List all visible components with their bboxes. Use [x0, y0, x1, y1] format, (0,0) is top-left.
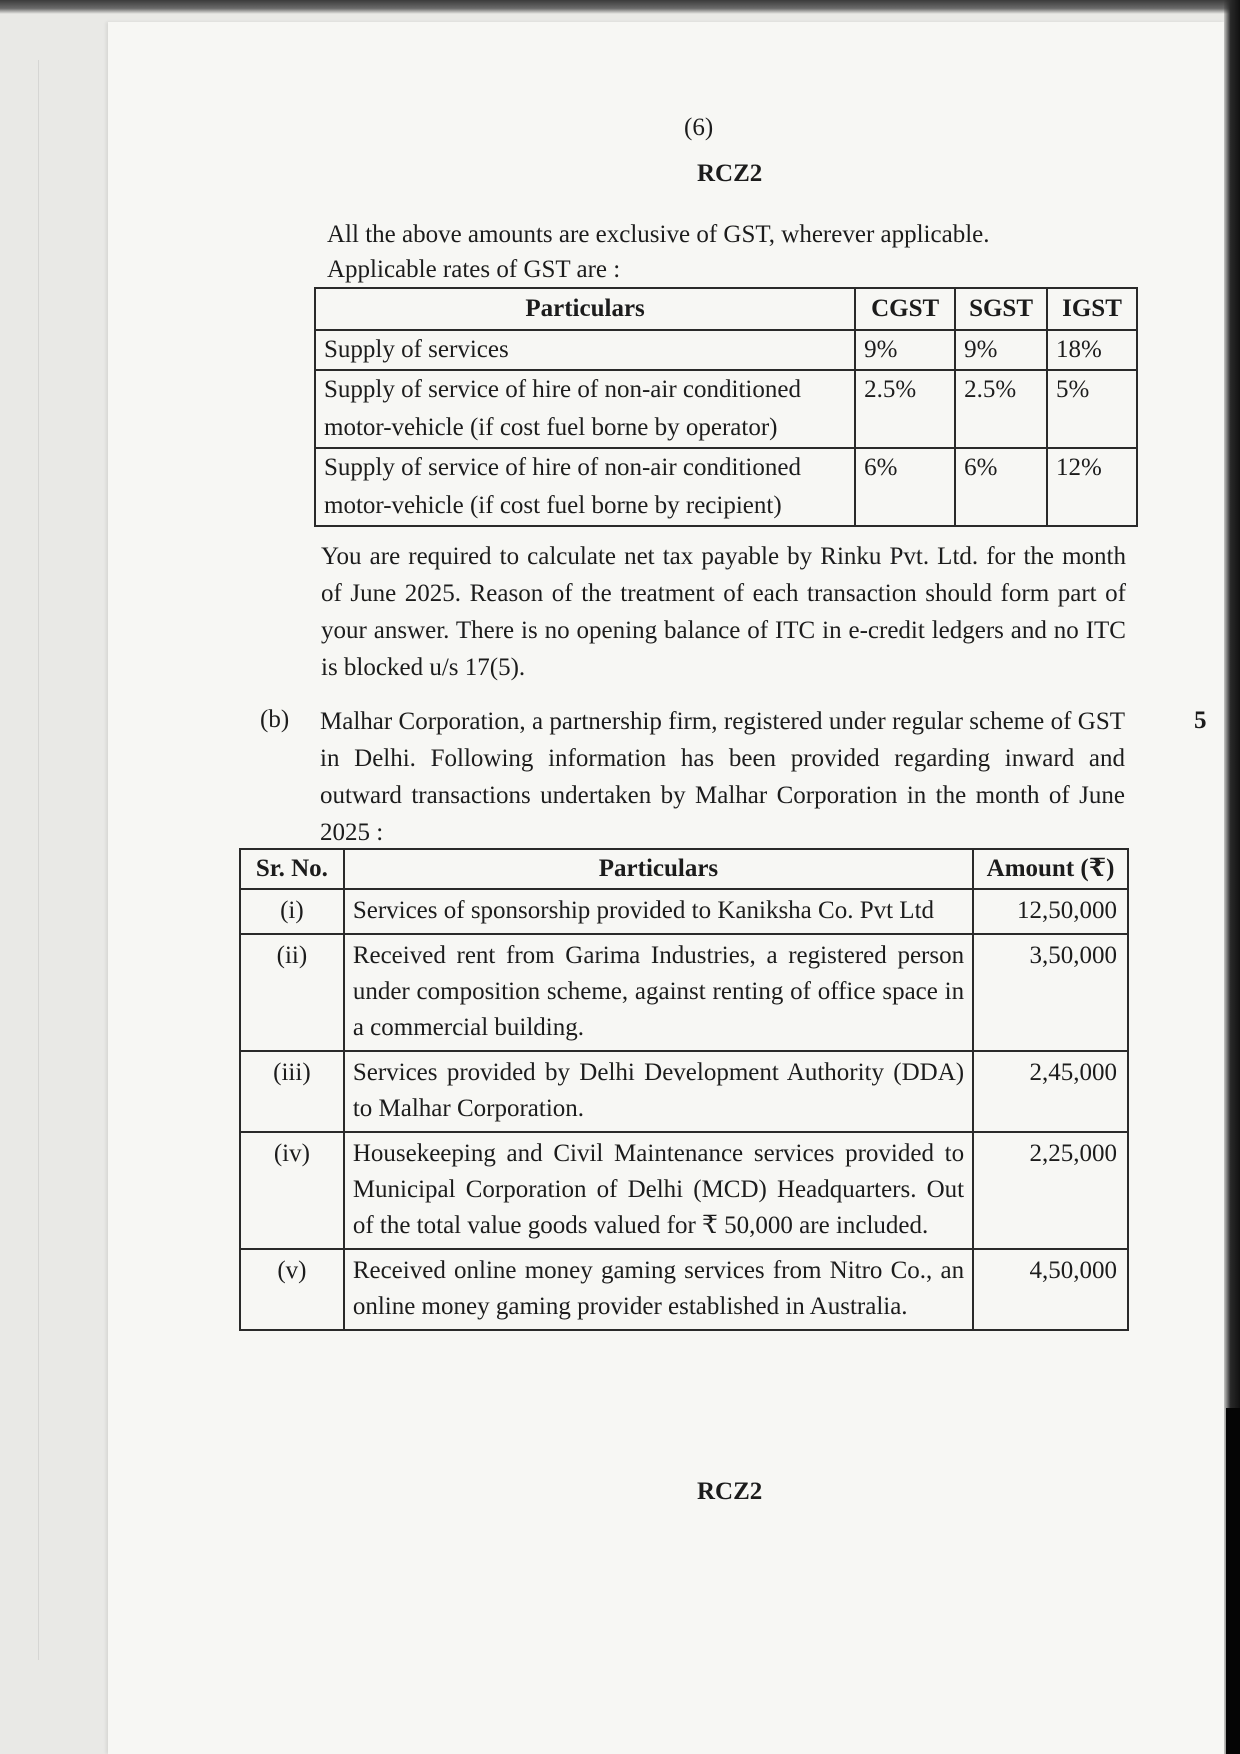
tx-particulars: Services provided by Delhi Development Authority (DDA) to Malhar Corporation. [344, 1051, 973, 1132]
tx-particulars: Received online money gaming services from Nitro Co., an online money gaming provider established in Australia. [344, 1249, 973, 1330]
rate-igst: 12% [1047, 448, 1137, 526]
rate-cgst: 9% [855, 330, 955, 370]
tx-sr-no: (iii) [240, 1051, 344, 1132]
tx-particulars: Services of sponsorship provided to Kaniksha Co. Pvt Ltd [344, 889, 973, 934]
rate-sgst: 9% [955, 330, 1047, 370]
tx-particulars: Received rent from Garima Industries, a registered person under composition scheme, against renting of office space in a commercial building. [344, 934, 973, 1051]
table-row [240, 1132, 1128, 1249]
rates-header-particulars: Particulars [315, 288, 855, 330]
rate-igst: 18% [1047, 330, 1137, 370]
tx-header-sr-no: Sr. No. [240, 849, 344, 889]
table-row [315, 370, 1137, 448]
tx-amount: 4,50,000 [973, 1249, 1128, 1330]
rate-igst: 5% [1047, 370, 1137, 448]
tx-amount: 2,45,000 [973, 1051, 1128, 1132]
tx-amount: 12,50,000 [973, 889, 1128, 934]
table-row [240, 1249, 1128, 1330]
table-row [240, 889, 1128, 934]
rate-particulars: Supply of services [315, 330, 855, 370]
scan-top-edge [0, 0, 1240, 14]
question-b-marks: 5 [1194, 707, 1207, 734]
rate-cgst: 2.5% [855, 370, 955, 448]
rates-header-cgst: CGST [855, 288, 955, 330]
rate-sgst: 6% [955, 448, 1047, 526]
scan-margin-line [38, 60, 39, 1660]
rates-header-sgst: SGST [955, 288, 1047, 330]
tx-header-particulars: Particulars [344, 849, 973, 889]
rate-particulars: Supply of service of hire of non-air conditioned motor-vehicle (if cost fuel borne by recipient) [315, 448, 855, 526]
tx-sr-no: (ii) [240, 934, 344, 1051]
transactions-table [239, 848, 1129, 1331]
tx-sr-no: (i) [240, 889, 344, 934]
table-row [315, 448, 1137, 526]
question-b-label: (b) [260, 706, 290, 733]
table-row [240, 1051, 1128, 1132]
requirement-paragraph: You are required to calculate net tax payable by Rinku Pvt. Ltd. for the month of June 2025. Reason of the treatment of each transaction should form part of your answer. There is no opening balance of ITC in e-credit ledgers and no ITC is blocked u/s 17(5). [321, 543, 1126, 681]
gst-rates-table [314, 287, 1138, 527]
rate-particulars: Supply of service of hire of non-air conditioned motor-vehicle (if cost fuel borne by operator) [315, 370, 855, 448]
tx-header-amount: Amount (₹) [973, 849, 1128, 889]
intro-line-1: All the above amounts are exclusive of GST, wherever applicable. [327, 221, 990, 248]
tx-particulars: Housekeeping and Civil Maintenance services provided to Municipal Corporation of Delhi (MCD) Headquarters. Out of the total value goods valued for ₹ 50,000 are included. [344, 1132, 973, 1249]
rate-sgst: 2.5% [955, 370, 1047, 448]
table-row [240, 934, 1128, 1051]
tx-sr-no: (v) [240, 1249, 344, 1330]
tx-sr-no: (iv) [240, 1132, 344, 1249]
rates-header-igst: IGST [1047, 288, 1137, 330]
tx-amount: 3,50,000 [973, 934, 1128, 1051]
table-row [315, 330, 1137, 370]
rate-cgst: 6% [855, 448, 955, 526]
question-b-text: Malhar Corporation, a partnership firm, registered under regular scheme of GST in Delhi. Following information has been provided regarding inward and outward transactions undertaken by Malhar Corporation in the month of June 2025 : [320, 708, 1125, 846]
tx-amount: 2,25,000 [973, 1132, 1128, 1249]
rates-header-row [315, 288, 1137, 330]
intro-line-2: Applicable rates of GST are : [327, 256, 621, 283]
scan-right-edge-dark [1226, 1408, 1240, 1754]
transactions-header-row [240, 849, 1128, 889]
